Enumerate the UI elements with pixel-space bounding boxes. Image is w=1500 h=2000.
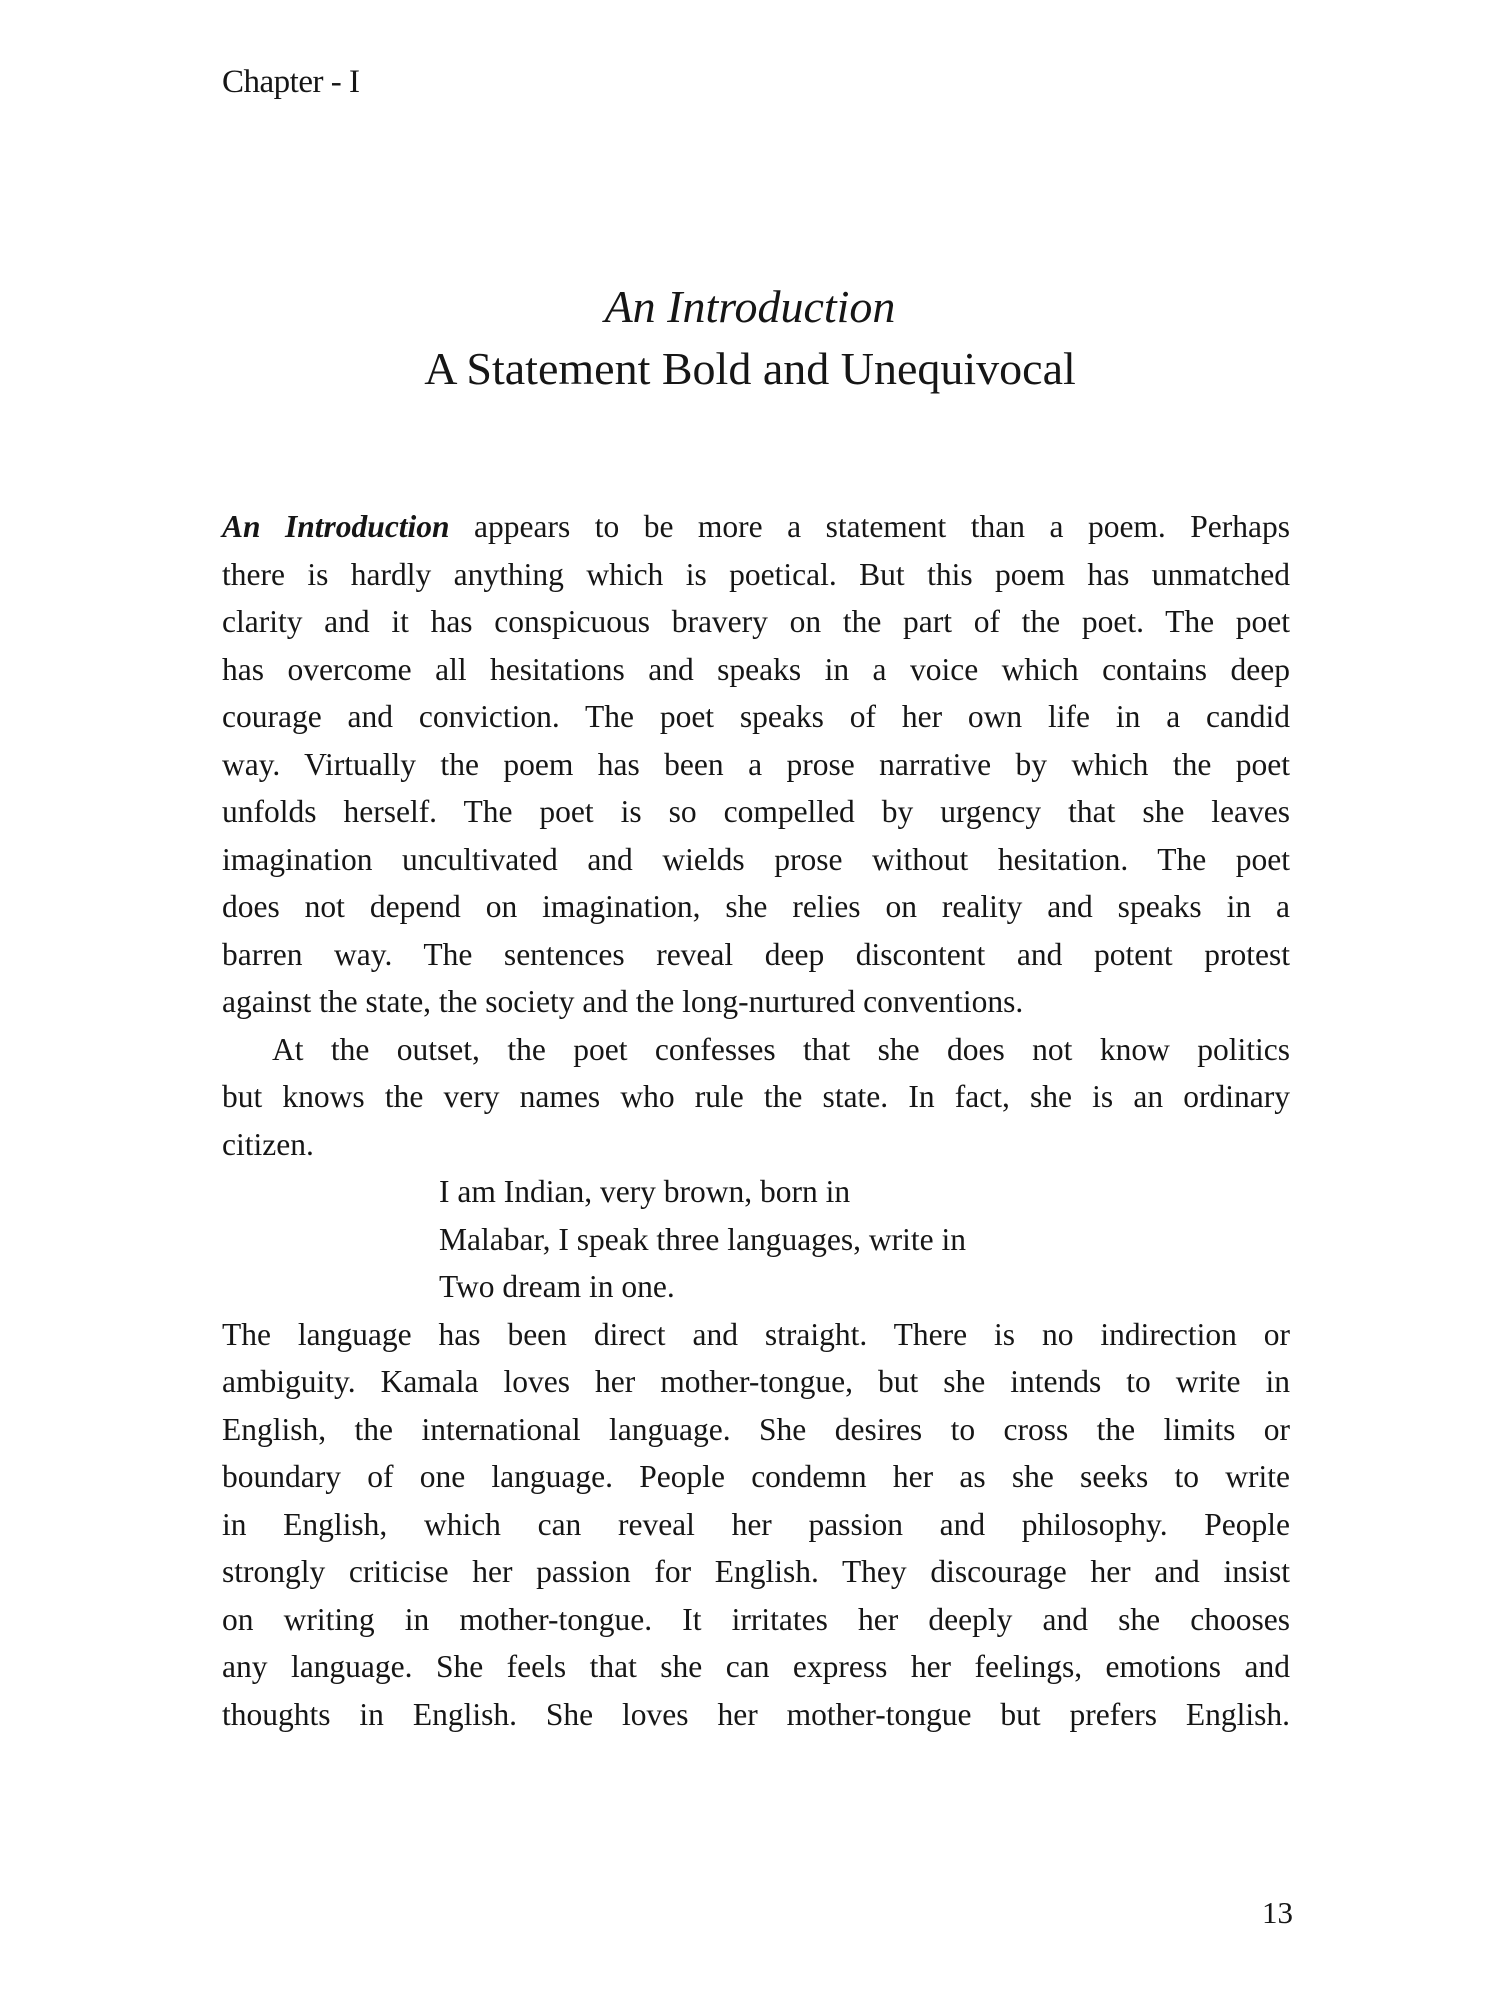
text-line: strongly criticise her passion for English. They discourage her and insist [222,1554,1290,1589]
text-line: but knows the very names who rule the state. In fact, she is an ordinary [222,1079,1290,1114]
chapter-title: An Introduction [604,281,896,332]
text-line: thoughts in English. She loves her mother-tongue but prefers English. [222,1696,1290,1732]
text-line [222,503,1290,551]
text-line: At the outset, the poet confesses that she does not know politics [272,1031,1290,1067]
body-text [222,503,1290,1738]
text-line: does not depend on imagination, she relies on reality and speaks in a [222,889,1290,924]
page-number: 13 [1262,1895,1293,1930]
italic-lead: An Introduction [222,509,450,544]
text-line: English, the international language. She desires to cross the limits or [222,1411,1290,1447]
text-line: clarity and it has conspicuous bravery on the part of the poet. The poet [222,604,1290,639]
chapter-subtitle: A Statement Bold and Unequivocal [424,343,1076,394]
text-line: has overcome all hesitations and speaks in a voice which contains deep [222,651,1290,687]
poem-line: Two dream in one. [439,1269,675,1304]
text-line: any language. She feels that she can express her feelings, emotions and [222,1649,1290,1684]
line-text: appears to be more a statement than a poem. Perhaps [449,509,1291,544]
running-head: Chapter - I [222,64,360,100]
text-line: citizen. [222,1126,314,1162]
text-line: against the state, the society and the long-nurtured conventions. [222,984,1024,1019]
text-line: boundary of one language. People condemn her as she seeks to write [222,1459,1290,1494]
text-line: way. Virtually the poem has been a prose narrative by which the poet [222,746,1290,782]
text-line: in English, which can reveal her passion and philosophy. People [222,1506,1290,1542]
text-line: on writing in mother-tongue. It irritates her deeply and she chooses [222,1601,1290,1637]
text-line: courage and conviction. The poet speaks of her own life in a candid [222,699,1290,734]
text-line: imagination uncultivated and wields prose without hesitation. The poet [222,841,1290,877]
text-line: barren way. The sentences reveal deep discontent and potent protest [222,936,1290,972]
poem-line: I am Indian, very brown, born in [439,1174,851,1209]
poem-line: Malabar, I speak three languages, write in [439,1221,967,1257]
text-line: The language has been direct and straight. There is no indirection or [222,1316,1290,1352]
text-line: there is hardly anything which is poetical. But this poem has unmatched [222,556,1290,592]
text-line: unfolds herself. The poet is so compelled by urgency that she leaves [222,794,1290,829]
text-line: ambiguity. Kamala loves her mother-tongue, but she intends to write in [222,1364,1290,1399]
